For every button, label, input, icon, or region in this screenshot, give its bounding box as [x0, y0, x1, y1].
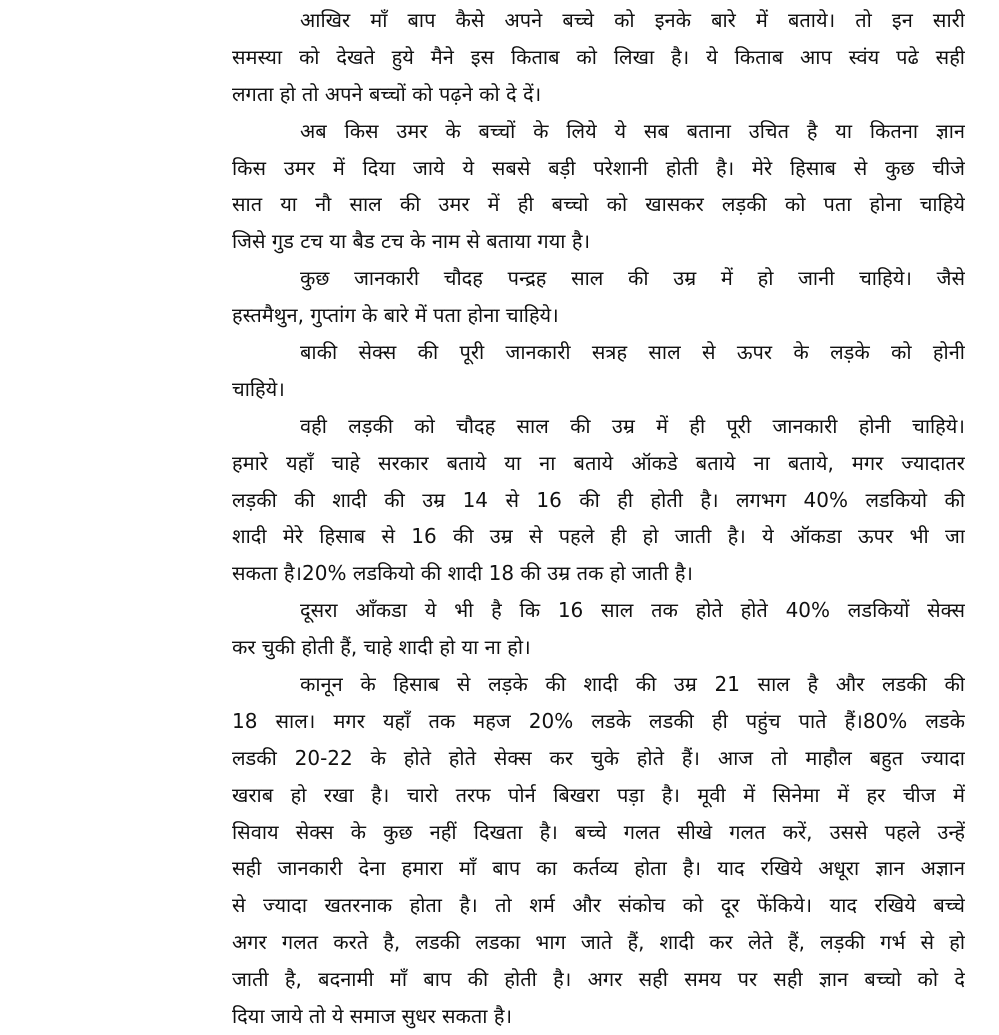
text-line: खराब हो रखा है। चारो तरफ पोर्न बिखरा पड़ा है। मूवी में सिनेमा में हर चीज में	[232, 782, 965, 807]
text-line: लड़की की शादी की उम्र 14 से 16 की ही होती है। लगभग 40% लडकियो की	[232, 487, 965, 512]
text-line: हमारे यहाँ चाहे सरकार बताये या ना बताये ऑकडे बताये ना बताये, मगर ज्यादातर	[232, 450, 965, 475]
text-line: अगर गलत करते है, लडकी लडका भाग जाते हैं, शादी कर लेते हैं, लड़की गर्भ से हो	[232, 930, 965, 955]
text-line: वही लड़की को चौदह साल की उम्र में ही पूरी जानकारी होनी चाहिये।	[300, 413, 965, 438]
text-line: लगता हो तो अपने बच्चों को पढ़ने को दे दें।	[232, 81, 542, 106]
text-line: समस्या को देखते हुये मैने इस किताब को लिखा है। ये किताब आप स्वंय पढे सही	[232, 44, 965, 69]
text-line: हस्तमैथुन, गुप्तांग के बारे में पता होना चाहिये।	[232, 303, 559, 328]
document-page	[232, 2, 965, 1035]
text-line: दूसरा आँकडा ये भी है कि 16 साल तक होते होते 40% लडकियों सेक्स	[300, 598, 965, 623]
text-line: बाकी सेक्स की पूरी जानकारी सत्रह साल से ऊपर के लड़के को होनी	[300, 340, 965, 365]
text-line: कुछ जानकारी चौदह पन्द्रह साल की उम्र में हो जानी चाहिये। जैसे	[300, 266, 965, 291]
text-line: सिवाय सेक्स के कुछ नहीं दिखता है। बच्चे गलत सीखे गलत करें, उससे पहले उन्हें	[232, 819, 965, 844]
text-line: लडकी 20-22 के होते होते सेक्स कर चुके होते हैं। आज तो माहौल बहुत ज्यादा	[232, 745, 965, 770]
text-line: चाहिये।	[232, 376, 285, 401]
text-line: कर चुकी होती हैं, चाहे शादी हो या ना हो।	[232, 635, 531, 660]
text-line: जिसे गुड टच या बैड टच के नाम से बताया गया है।	[232, 229, 591, 254]
text-line: 18 साल। मगर यहाँ तक महज 20% लडके लडकी ही पहुंच पाते हैं।80% लडके	[232, 708, 965, 733]
paragraph	[232, 2, 965, 113]
text-line: सकता है।20% लडकियो की शादी 18 की उम्र तक हो जाती है।	[232, 561, 694, 586]
text-line: अब किस उमर के बच्चों के लिये ये सब बताना उचित है या कितना ज्ञान	[300, 118, 965, 143]
text-line: किस उमर में दिया जाये ये सबसे बड़ी परेशानी होती है। मेरे हिसाब से कुछ चीजे	[232, 155, 965, 180]
paragraph	[232, 113, 965, 261]
paragraph	[232, 592, 965, 666]
paragraph	[232, 334, 965, 408]
paragraph	[232, 666, 965, 1035]
text-line: सही जानकारी देना हमारा माँ बाप का कर्तव्य होता है। याद रखिये अधूरा ज्ञान अज्ञान	[232, 856, 965, 881]
paragraph	[232, 408, 965, 592]
text-line: आखिर माँ बाप कैसे अपने बच्चे को इनके बारे में बताये। तो इन सारी	[300, 8, 965, 32]
text-line: सात या नौ साल की उमर में ही बच्चो को खासकर लड़की को पता होना चाहिये	[232, 192, 965, 217]
text-line: कानून के हिसाब से लड़के की शादी की उम्र 21 साल है और लडकी की	[300, 672, 965, 697]
text-line: दिया जाये तो ये समाज सुधर सकता है।	[232, 1004, 513, 1029]
text-line: जाती है, बदनामी माँ बाप की होती है। अगर सही समय पर सही ज्ञान बच्चो को दे	[232, 967, 965, 992]
text-line: से ज्यादा खतरनाक होता है। तो शर्म और संकोच को दूर फेंकिये। याद रखिये बच्चे	[232, 893, 965, 918]
paragraph	[232, 260, 965, 334]
text-line: शादी मेरे हिसाब से 16 की उम्र से पहले ही हो जाती है। ये ऑकडा ऊपर भी जा	[232, 524, 965, 549]
